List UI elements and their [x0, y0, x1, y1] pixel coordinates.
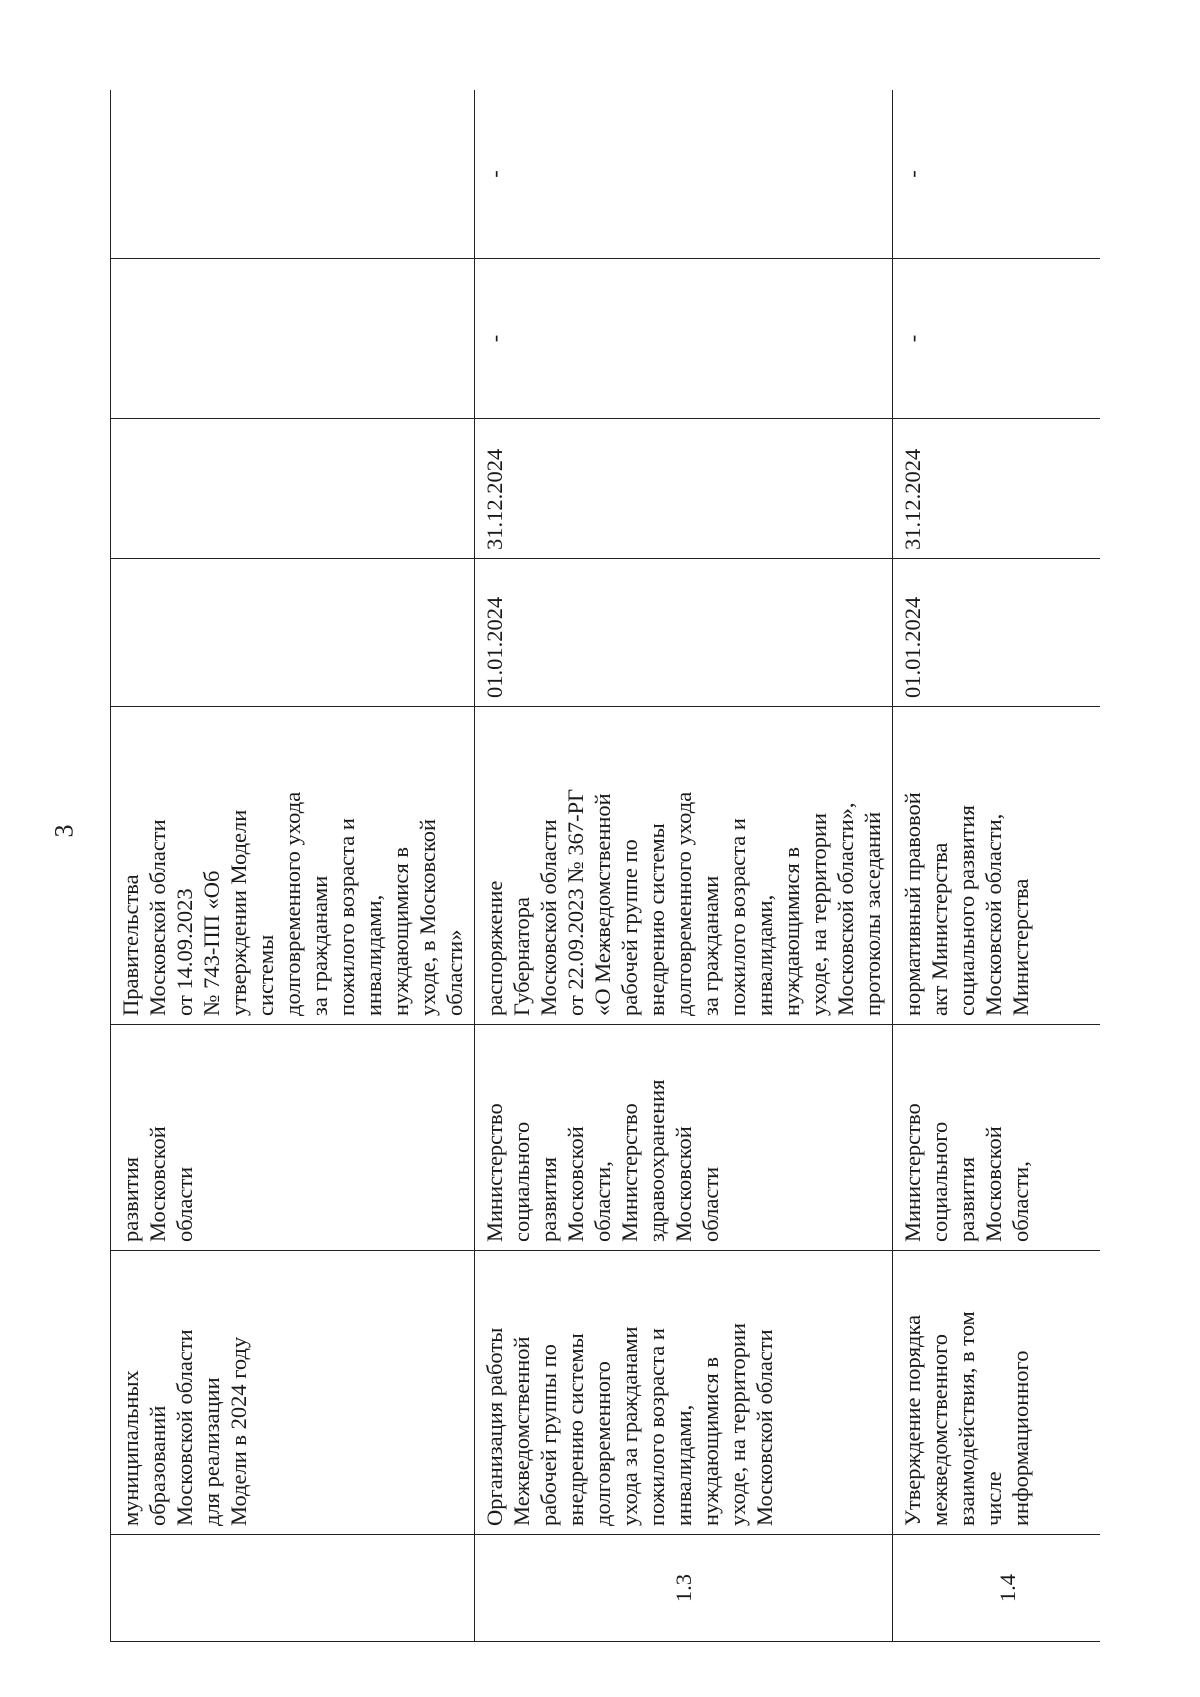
cell-number: 1.3: [475, 1535, 893, 1642]
cell-start-date: [111, 559, 475, 707]
cell-col7: [111, 259, 475, 419]
table-row: [111, 90, 475, 1642]
cell-document: нормативный правовой акт Министерства социального развития Московской области, Министерства: [893, 707, 1101, 1025]
cell-col8: -: [475, 90, 893, 259]
table-viewport: [110, 90, 1100, 1642]
cell-number: 1.4: [893, 1535, 1101, 1642]
cell-event: Организация работы Межведомственной рабочей группы по внедрению системы долговременного ухода за гражданами пожилого возраста и инвалидами, нуждающимися в уходе, на территории Московской области: [475, 1251, 893, 1535]
cell-start-date: 01.01.2024: [475, 559, 893, 707]
cell-end-date: 31.12.2024: [475, 419, 893, 559]
cell-col8: [111, 90, 475, 259]
cell-start-date: 01.01.2024: [893, 559, 1101, 707]
cell-event: муниципальных образований Московской области для реализации Модели в 2024 году: [111, 1251, 475, 1535]
cell-event: Утверждение порядка межведомственного взаимодействия, в том числе информационного: [893, 1251, 1101, 1535]
cell-number: [111, 1535, 475, 1642]
rotated-table: [110, 90, 1100, 1642]
cell-end-date: 31.12.2024: [893, 419, 1101, 559]
cell-executor: Министерство социального развития Московской области, Министерство здравоохранения Московской области: [475, 1025, 893, 1251]
cell-col7: -: [893, 259, 1101, 419]
cell-document: Правительства Московской области от 14.09.2023 № 743-ПП «Об утверждении Модели системы долговременного ухода за гражданами пожилого возраста и инвалидами, нуждающимися в уходе, в Московской области»: [111, 707, 475, 1025]
cell-executor: развития Московской области: [111, 1025, 475, 1251]
table-row: [475, 90, 893, 1642]
plan-table: [110, 90, 1100, 1642]
cell-document: распоряжение Губернатора Московской области от 22.09.2023 № 367-РГ «О Межведомственной рабочей группе по внедрению системы долговременного ухода за гражданами пожилого возраста и инвалидами, нуждающимися в уходе, на территории Московской области», протоколы заседаний: [475, 707, 893, 1025]
page-number: 3: [49, 824, 79, 838]
table-row: [893, 90, 1101, 1642]
cell-end-date: [111, 419, 475, 559]
cell-executor: Министерство социального развития Московской области,: [893, 1025, 1101, 1251]
cell-col8: -: [893, 90, 1101, 259]
cell-col7: -: [475, 259, 893, 419]
